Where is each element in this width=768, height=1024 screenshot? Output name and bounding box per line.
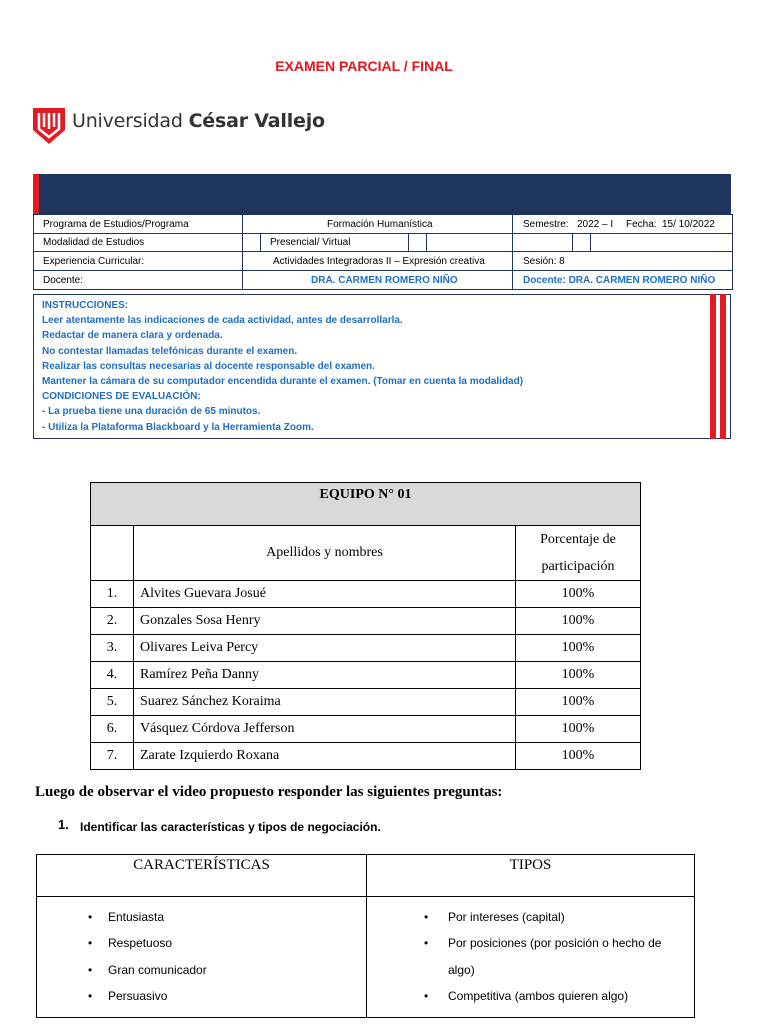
col-names-header: Apellidos y nombres [134, 526, 516, 581]
fecha-label: Fecha: [626, 219, 657, 230]
list-item: • Por posiciones (por posición o hecho de algo) [368, 930, 693, 983]
instruction-line: INSTRUCCIONES: [42, 300, 129, 311]
experiencia-value: Actividades Integradoras II – Expresión creativa [273, 256, 485, 267]
modalidad-label: Modalidad de Estudios [43, 237, 145, 248]
programa-value: Formación Humanística [327, 219, 433, 230]
exam-title: EXAMEN PARCIAL / FINAL [275, 58, 453, 74]
table-row: 5. Suarez Sánchez Koraima 100% [91, 689, 641, 716]
university-shield-icon [33, 108, 65, 144]
table-row: 7. Zarate Izquierdo Roxana 100% [91, 743, 641, 770]
question-number: 1. [58, 817, 69, 832]
header-band [33, 174, 731, 214]
fecha-value: 15/ 10/2022 [662, 219, 715, 230]
sesion-label: Sesión: 8 [523, 256, 565, 267]
list-item: • Persuasivo [38, 983, 365, 1009]
modalidad-value: Presencial/ Virtual [270, 237, 351, 248]
header-red-strip [33, 174, 39, 214]
characteristics-table [36, 854, 695, 1018]
table-row: 6. Vásquez Córdova Jefferson 100% [91, 716, 641, 743]
team-title: EQUIPO N° 01 [91, 483, 641, 526]
instruction-line: CONDICIONES DE EVALUACIÓN: [42, 391, 201, 403]
instruction-line: Leer atentamente las indicaciones de cada actividad, antes de desarrollarla. [42, 315, 403, 327]
characteristics-list [38, 898, 365, 1016]
info-row-experiencia [33, 252, 733, 271]
list-item: • Gran comunicador [38, 957, 365, 983]
team-table [90, 482, 641, 770]
col-pct-header: Porcentaje de participación [516, 526, 641, 581]
info-row-docente [33, 271, 733, 290]
question-text: Identificar las características y tipos de negociación. [80, 820, 381, 834]
table-row: 1. Alvites Guevara Josué 100% [91, 581, 641, 608]
col-characteristics-header: CARACTERÍSTICAS [37, 855, 367, 897]
docente-label: Docente: [43, 275, 84, 286]
university-name: Universidad César Vallejo [72, 110, 325, 132]
intro-text: Luego de observar el video propuesto responder las siguientes preguntas: [35, 784, 503, 800]
instruction-line: No contestar llamadas telefónicas durante el examen. [42, 345, 298, 357]
list-item: • Competitiva (ambos quieren algo) [368, 983, 693, 1009]
info-row-modalidad [33, 233, 733, 252]
instruction-line: - Utiliza la Plataforma Blackboard y la Herramienta Zoom. [42, 421, 314, 433]
types-list [368, 898, 693, 1016]
list-item: • Por intereses (capital) [368, 904, 693, 930]
instruction-line: Realizar las consultas necesarias al docente responsable del examen. [42, 360, 375, 372]
instruction-line: - La prueba tiene una duración de 65 minutos. [42, 406, 261, 418]
experiencia-label: Experiencia Curricular: [43, 256, 145, 267]
info-row-programa [33, 214, 733, 234]
list-item: • Entusiasta [38, 904, 365, 930]
list-item: • Respetuoso [38, 930, 365, 956]
decor-red-bar [710, 294, 716, 439]
decor-red-bar [720, 294, 726, 439]
table-row: 4. Ramírez Peña Danny 100% [91, 662, 641, 689]
semestre-value: 2022 – I [577, 219, 614, 230]
table-row: 2. Gonzales Sosa Henry 100% [91, 608, 641, 635]
table-row: 3. Olivares Leiva Percy 100% [91, 635, 641, 662]
instruction-line: Mantener la cámara de su computador encendida durante el examen. (Tomar en cuenta la modalidad) [42, 376, 524, 388]
docente-value: DRA. CARMEN ROMERO NIÑO [311, 275, 458, 286]
docente2-cell: Docente: DRA. CARMEN ROMERO NIÑO [523, 275, 716, 286]
programa-label: Programa de Estudios/Programa [43, 219, 189, 230]
semestre-label: Semestre: [523, 219, 569, 230]
instructions-text [42, 298, 523, 435]
instruction-line: Redactar de manera clara y ordenada. [42, 330, 223, 342]
col-types-header: TIPOS [367, 855, 695, 897]
